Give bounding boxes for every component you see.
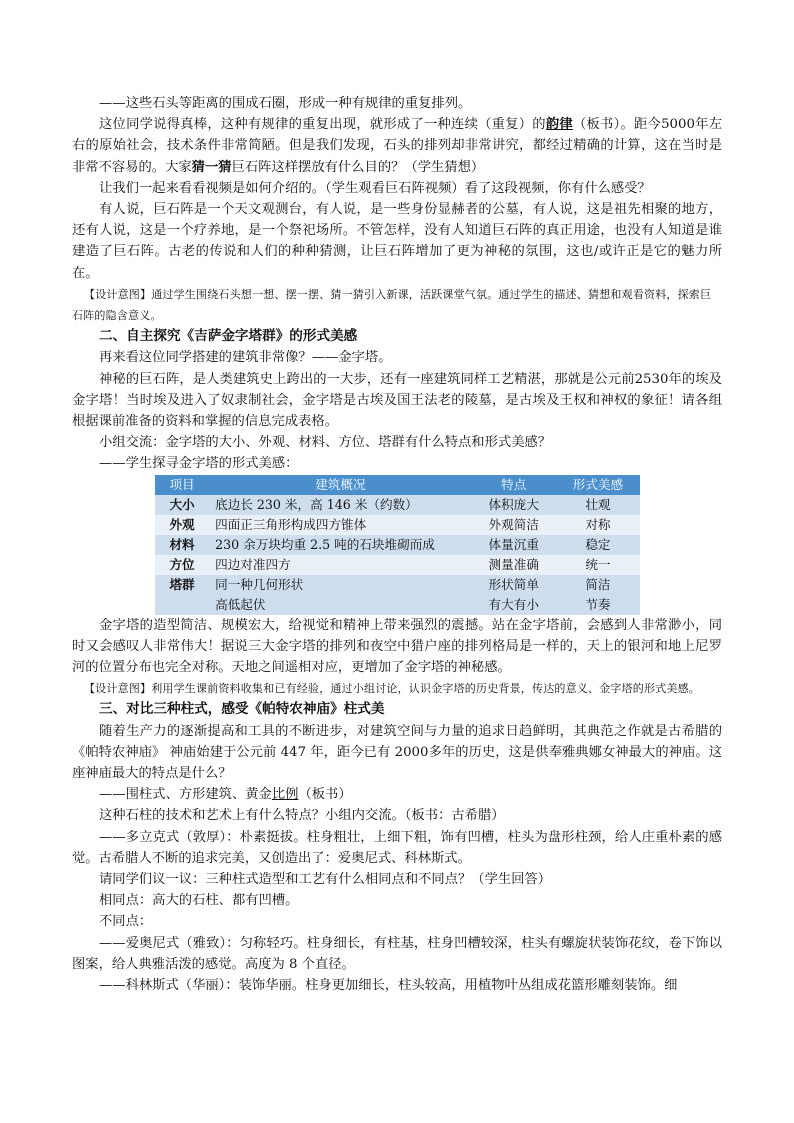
table-cell-beauty	[556, 575, 640, 615]
paragraph: 神秘的巨石阵，是人类建筑史上跨出的一大步，还有一座建筑同样工艺精湛，那就是公元前2530年的埃及金字塔！当时埃及进入了奴隶制社会，金字塔是古埃及国王法老的陵墓，是古埃及王权和神权的象征！请各组根据课前准备的资料和掌握的信息完成表格。	[72, 371, 722, 429]
table-cell-desc: 四边对准四方	[209, 555, 472, 575]
paragraph: 这位同学说得真棒，这种有规律的重复出现，就形成了一种连续（重复）的韵律（板书）。距今5000年左右的原始社会，技术条件非常简陋。但是我们发现，石头的排列却非常讲究，都经过精确的计算，这在当时是非常不容易的。大家猜一猜巨石阵这样摆放有什么目的？（学生猜想）	[72, 117, 723, 175]
design-intent-note: 【设计意图】利用学生课前资料收集和已有经验，通过小组讨论，认识金字塔的历史背景，传达的意义、金字塔的形式美感。	[84, 682, 700, 696]
table-header-cell: 形式美感	[556, 475, 640, 495]
cell-line: 简洁	[585, 576, 611, 592]
table-cell-desc	[209, 575, 472, 615]
paragraph: 有人说，巨石阵是一个天文观测台，有人说，是一些身份显赫者的公墓，有人说，这是祖先相聚的地方，还有人说，这是一个疗养地，是一个祭祀场所。不管怎样，没有人知道巨石阵的真正用途，也没有人知道是谁建造了巨石阵。古老的传说和人们的种种猜测，让巨石阵增加了更为神秘的氛围，这也/或许正是它的魅力所在。	[72, 202, 722, 281]
table-cell-item: 塔群	[155, 575, 209, 615]
table-cell-feature: 体积庞大	[472, 495, 556, 515]
table-header-cell: 建筑概况	[209, 475, 472, 495]
table-cell-feature: 外观简洁	[472, 515, 556, 535]
table-cell-feature: 测量准确	[472, 555, 556, 575]
table-cell-desc: 底边长 230 米，高 146 米（约数）	[209, 495, 472, 515]
table-cell-beauty: 壮观	[556, 495, 640, 515]
paragraph: ——科林斯式（华丽）：装饰华丽。柱身更加细长，柱头较高，用植物叶丛组成花篮形雕刻装饰。细	[99, 978, 678, 994]
paragraph: ——爱奥尼式（雅致）：匀称轻巧。柱身细长，有柱基，柱身凹槽较深，柱头有螺旋状装饰花纹，卷下饰以图案，给人典雅活泼的感觉。高度为 8 个直径。	[72, 935, 722, 972]
design-intent-note: 【设计意图】通过学生围绕石头想一想、摆一摆、猜一猜引入新课，活跃课堂气氛。通过学生的描述、猜想和观看资料，探索巨石阵的隐含意义。	[72, 287, 712, 322]
paragraph: 请同学们议一议：三种柱式造型和工艺有什么相同点和不同点？（学生回答）	[99, 872, 552, 888]
cell-line: 有大有小	[488, 596, 539, 612]
table-cell-feature	[472, 575, 556, 615]
table-cell-desc: 230 余万块均重 2.5 吨的石块堆砌而成	[209, 535, 472, 555]
table-cell-item: 大小	[155, 495, 209, 515]
table-cell-item: 外观	[155, 515, 209, 535]
document-page	[72, 93, 722, 996]
table-header-cell: 项目	[155, 475, 209, 495]
cell-line: 同一种几何形状	[215, 576, 304, 592]
paragraph: 金字塔的造型简洁、规模宏大，给视觉和精神上带来强烈的震撼。站在金字塔前，会感到人非常渺小，同时又会感叹人非常伟大！据说三大金字塔的排列和夜空中猎户座的排列格局是一样的，天上的银河和地上尼罗河的位置分布也完全对称。天地之间遥相对应，更增加了金字塔的神秘感。	[72, 617, 722, 675]
pyramid-table	[155, 475, 640, 615]
paragraph: ——这些石头等距离的围成石圈，形成一种有规律的重复排列。	[99, 96, 472, 111]
table-cell-desc: 四面正三角形构成四方锥体	[209, 515, 472, 535]
paragraph: 让我们一起来看看视频是如何介绍的。（学生观看巨石阵视频）看了这段视频，你有什么感受？	[99, 180, 651, 196]
cell-line: 高低起伏	[215, 596, 266, 612]
paragraph: ——围柱式、方形建筑、黄金比例（板书）	[99, 787, 352, 803]
paragraph: 相同点：高大的石柱、都有凹槽。	[99, 893, 299, 909]
table-header-cell: 特点	[472, 475, 556, 495]
cell-line: 节奏	[585, 596, 611, 612]
table-cell-beauty: 对称	[556, 515, 640, 535]
table-cell-item: 材料	[155, 535, 209, 555]
table-header-row	[155, 475, 640, 495]
paragraph: 再来看这位同学搭建的建筑非常像？——金字塔。	[99, 350, 392, 366]
paragraph: 不同点：	[99, 914, 153, 930]
table-cell-beauty: 统一	[556, 555, 640, 575]
table-row	[155, 495, 640, 515]
section-heading: 三、对比三种柱式，感受《帕特农神庙》柱式美	[99, 701, 385, 718]
table-cell-beauty: 稳定	[556, 535, 640, 555]
table-row	[155, 575, 640, 615]
table-cell-feature: 体量沉重	[472, 535, 556, 555]
paragraph: ——学生探寻金字塔的形式美感：	[99, 456, 299, 472]
table-row	[155, 515, 640, 535]
cell-line: 形状简单	[488, 576, 539, 592]
table-cell-item: 方位	[155, 555, 209, 575]
paragraph: 这种石柱的技术和艺术上有什么特点？小组内交流。（板书：古希腊）	[99, 808, 505, 824]
table-row	[155, 535, 640, 555]
paragraph: 随着生产力的逐渐提高和工具的不断进步，对建筑空间与力量的追求日趋鲜明，其典范之作就是古希腊的《帕特农神庙》 神庙始建于公元前 447 年，距今已有 2000多年的历史，这是供奉雅典娜女神最大的神庙。这座神庙最大的特点是什么？	[72, 723, 722, 782]
section-heading: 二、自主探究《吉萨金字塔群》的形式美感	[99, 327, 358, 344]
paragraph: 小组交流：金字塔的大小、外观、材料、方位、塔群有什么特点和形式美感？	[99, 435, 552, 451]
table-row	[155, 555, 640, 575]
paragraph: ——多立克式（敦厚）：朴素挺拔。柱身粗壮，上细下粗，饰有凹槽，柱头为盘形柱颈，给人庄重朴素的感觉。古希腊人不断的追求完美，又创造出了：爱奥尼式、科林斯式。	[72, 829, 722, 866]
